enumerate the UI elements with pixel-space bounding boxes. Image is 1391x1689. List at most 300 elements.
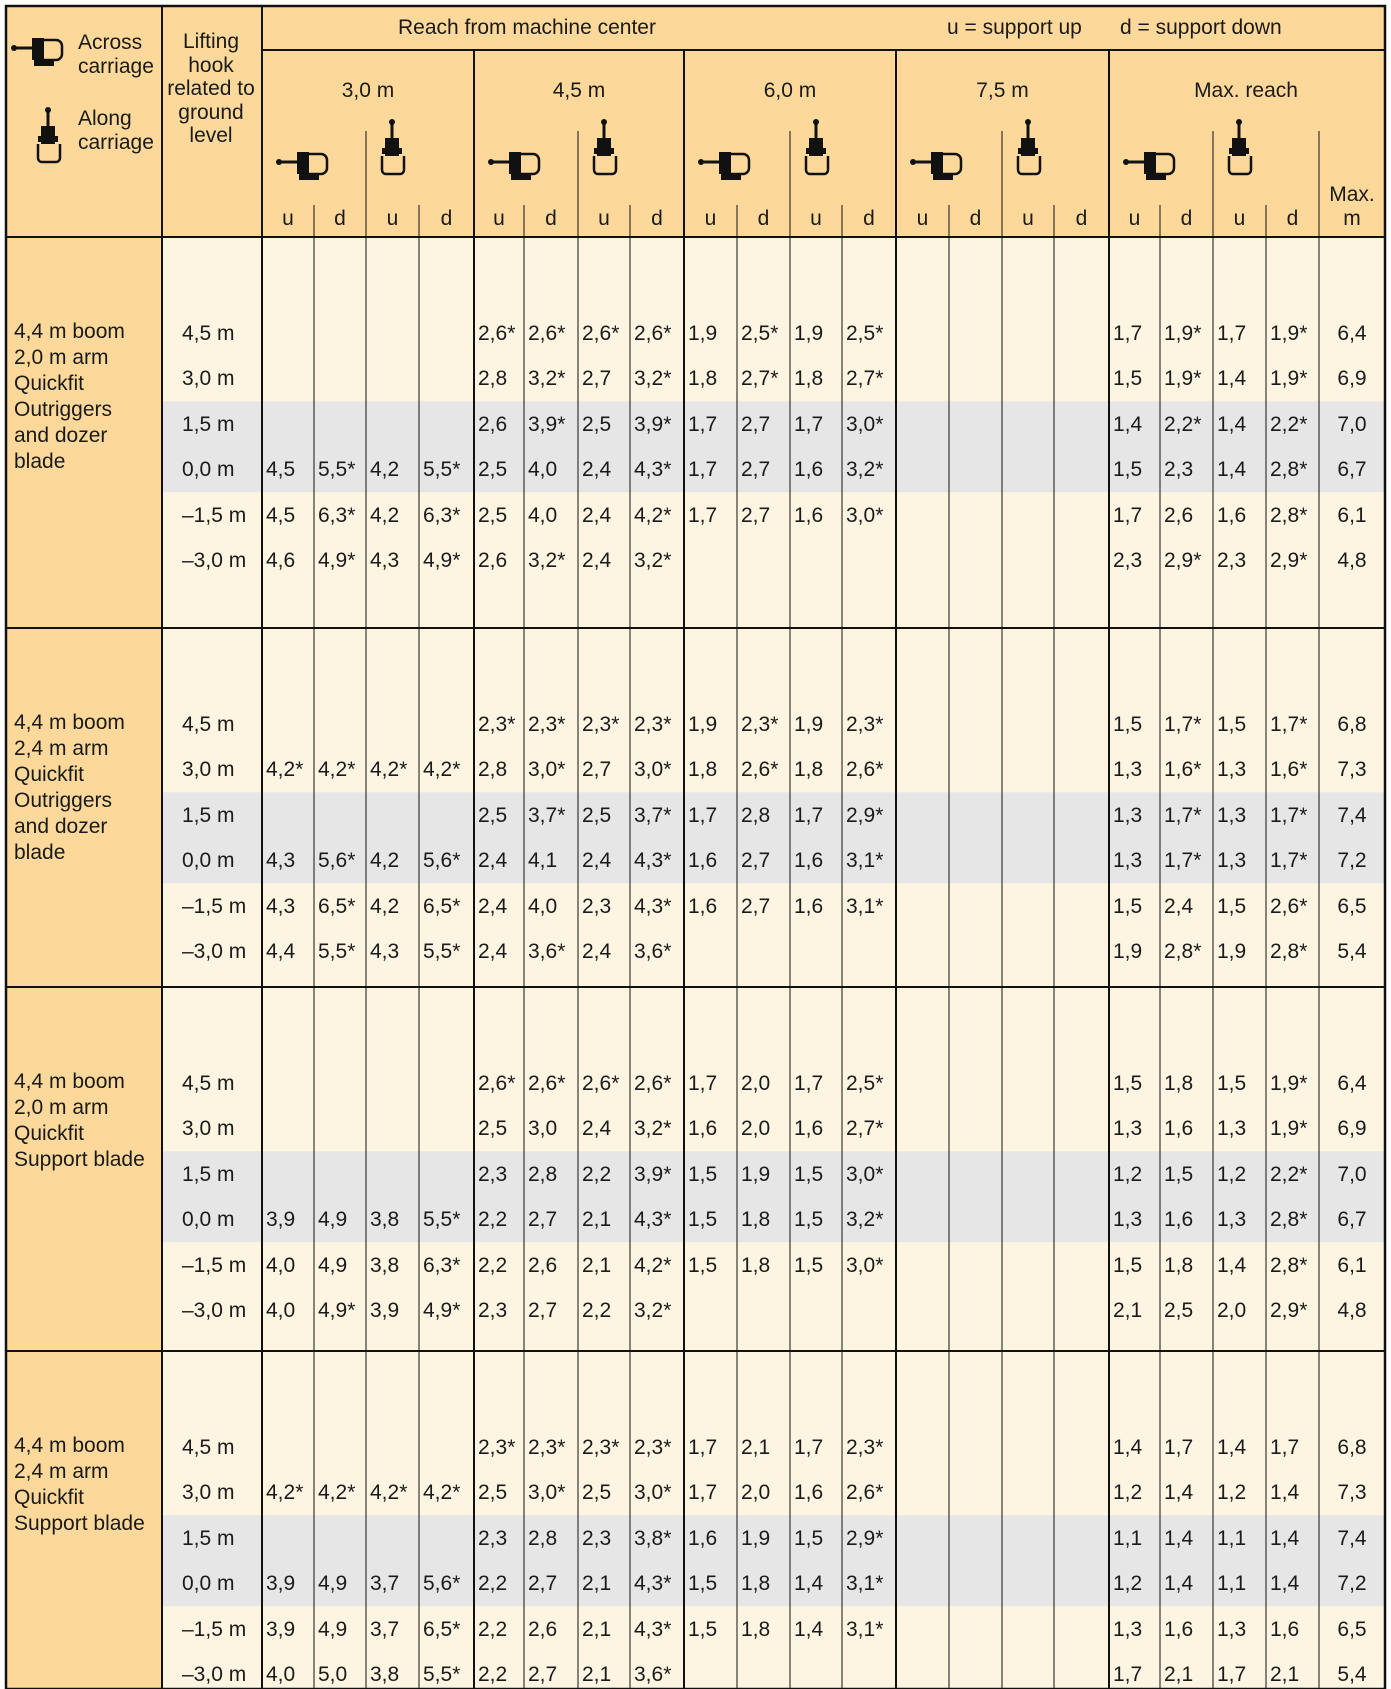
cell-2-3-7: 4,3* (634, 1208, 672, 1231)
cell-3-1-16: 1,2 (1113, 1481, 1143, 1504)
cell-3-1-5: 3,0* (528, 1481, 566, 1504)
max-reach-2-4: 6,1 (1337, 1254, 1367, 1277)
cell-1-5-17: 2,8* (1164, 940, 1202, 963)
reach-label-1: 4,5 m (552, 79, 606, 102)
cell-2-4-19: 2,8* (1270, 1254, 1308, 1277)
cell-3-2-17: 1,4 (1164, 1527, 1194, 1550)
hook-height-2-3: 0,0 m (182, 1208, 235, 1231)
cell-1-4-6: 2,3 (582, 895, 612, 918)
cell-0-4-17: 2,6 (1164, 504, 1194, 527)
cell-0-0-16: 1,7 (1113, 322, 1143, 345)
cell-2-1-7: 3,2* (634, 1117, 672, 1140)
reach-label-2: 6,0 m (763, 79, 817, 102)
max-reach-3-0: 6,8 (1337, 1436, 1367, 1459)
cell-1-0-10: 1,9 (794, 713, 824, 736)
cell-2-4-9: 1,8 (741, 1254, 771, 1277)
cell-3-1-0: 4,2* (266, 1481, 304, 1504)
cell-0-1-18: 1,4 (1217, 367, 1247, 390)
cell-1-5-19: 2,8* (1270, 940, 1308, 963)
cell-3-2-10: 1,5 (794, 1527, 824, 1550)
cell-1-1-19: 1,6* (1270, 758, 1308, 781)
cell-3-3-7: 4,3* (634, 1572, 672, 1595)
cell-2-3-8: 1,5 (688, 1208, 718, 1231)
cell-3-2-18: 1,1 (1217, 1527, 1247, 1550)
cell-3-3-4: 2,2 (478, 1572, 508, 1595)
max-reach-2-5: 4,8 (1337, 1299, 1367, 1322)
cell-2-1-10: 1,6 (794, 1117, 824, 1140)
cell-0-5-2: 4,3 (370, 549, 400, 572)
col-letter-6: u (598, 207, 610, 230)
cell-3-3-5: 2,7 (528, 1572, 558, 1595)
cell-0-0-7: 2,6* (634, 322, 672, 345)
col-letter-18: u (1233, 207, 1246, 230)
cell-1-2-19: 1,7* (1270, 804, 1308, 827)
cell-3-0-18: 1,4 (1217, 1436, 1247, 1459)
cell-3-1-6: 2,5 (582, 1481, 612, 1504)
max-reach-0-0: 6,4 (1337, 322, 1367, 345)
cell-3-0-9: 2,1 (741, 1436, 771, 1459)
cell-1-3-5: 4,1 (528, 849, 558, 872)
cell-1-4-16: 1,5 (1113, 895, 1143, 918)
reach-label-0: 3,0 m (341, 79, 395, 102)
cell-3-2-4: 2,3 (478, 1527, 508, 1550)
cell-1-2-6: 2,5 (582, 804, 612, 827)
cell-0-1-16: 1,5 (1113, 367, 1143, 390)
cell-1-0-19: 1,7* (1270, 713, 1308, 736)
cell-2-4-16: 1,5 (1113, 1254, 1143, 1277)
support-up-label: u = support up (947, 16, 1082, 39)
cell-0-0-17: 1,9* (1164, 322, 1202, 345)
cell-0-5-5: 3,2* (528, 549, 566, 572)
cell-0-4-7: 4,2* (634, 504, 672, 527)
cell-1-4-11: 3,1* (846, 895, 884, 918)
cell-0-1-10: 1,8 (794, 367, 824, 390)
cell-0-5-17: 2,9* (1164, 549, 1202, 572)
cell-0-4-8: 1,7 (688, 504, 718, 527)
cell-0-3-3: 5,5* (423, 458, 461, 481)
col-letter-8: u (704, 207, 717, 230)
cell-0-1-11: 2,7* (846, 367, 884, 390)
cell-0-3-6: 2,4 (582, 458, 612, 481)
cell-2-3-10: 1,5 (794, 1208, 824, 1231)
cell-3-1-2: 4,2* (370, 1481, 408, 1504)
hook-height-3-0: 4,5 m (182, 1436, 235, 1459)
cell-1-0-17: 1,7* (1164, 713, 1202, 736)
cell-0-0-4: 2,6* (478, 322, 516, 345)
cell-2-0-11: 2,5* (846, 1072, 884, 1095)
cell-1-1-17: 1,6* (1164, 758, 1202, 781)
cell-3-3-2: 3,7 (370, 1572, 400, 1595)
cell-3-1-19: 1,4 (1270, 1481, 1300, 1504)
cell-3-0-19: 1,7 (1270, 1436, 1300, 1459)
max-reach-3-1: 7,3 (1337, 1481, 1367, 1504)
cell-1-0-18: 1,5 (1217, 713, 1247, 736)
cell-2-2-19: 2,2* (1270, 1163, 1308, 1186)
max-reach-1-4: 6,5 (1337, 895, 1367, 918)
cell-0-4-6: 2,4 (582, 504, 612, 527)
hook-height-1-4: –1,5 m (182, 895, 247, 918)
cell-1-2-16: 1,3 (1113, 804, 1143, 827)
hook-height-3-2: 1,5 m (182, 1527, 235, 1550)
cell-1-0-7: 2,3* (634, 713, 672, 736)
lifting-hook-label-1: hook (188, 53, 234, 77)
col-letter-12: u (916, 207, 929, 230)
cell-0-1-6: 2,7 (582, 367, 612, 390)
cell-2-0-9: 2,0 (741, 1072, 771, 1095)
col-letter-4: u (493, 207, 505, 230)
cell-2-2-6: 2,2 (582, 1163, 612, 1186)
cell-2-5-5: 2,7 (528, 1299, 558, 1322)
cell-2-5-1: 4,9* (318, 1299, 356, 1322)
cell-0-2-17: 2,2* (1164, 413, 1202, 436)
cell-0-2-18: 1,4 (1217, 413, 1247, 436)
hook-height-0-2: 1,5 m (182, 413, 235, 436)
cell-1-1-6: 2,7 (582, 758, 612, 781)
cell-3-4-19: 1,6 (1270, 1618, 1300, 1641)
cell-1-3-19: 1,7* (1270, 849, 1308, 872)
hook-height-2-0: 4,5 m (182, 1072, 235, 1095)
cell-2-1-8: 1,6 (688, 1117, 718, 1140)
config-label-1: 4,4 m boom 2,4 m arm Quickfit Outriggers and dozer blade (14, 711, 125, 864)
config-label-3: 4,4 m boom 2,4 m arm Quickfit Support blade (14, 1434, 145, 1535)
cell-1-5-2: 4,3 (370, 940, 400, 963)
cell-1-3-1: 5,6* (318, 849, 356, 872)
cell-0-5-19: 2,9* (1270, 549, 1308, 572)
cell-1-1-8: 1,8 (688, 758, 718, 781)
cell-3-4-17: 1,6 (1164, 1618, 1194, 1641)
cell-3-0-17: 1,7 (1164, 1436, 1194, 1459)
cell-0-3-5: 4,0 (528, 458, 558, 481)
cell-1-1-4: 2,8 (478, 758, 508, 781)
cell-1-1-11: 2,6* (846, 758, 884, 781)
cell-1-4-17: 2,4 (1164, 895, 1194, 918)
reach-label-3: 7,5 m (976, 79, 1029, 102)
max-reach-0-2: 7,0 (1337, 413, 1367, 436)
cell-1-3-4: 2,4 (478, 849, 508, 872)
cell-2-3-11: 3,2* (846, 1208, 884, 1231)
hook-height-0-1: 3,0 m (182, 367, 235, 390)
cell-0-4-0: 4,5 (266, 504, 296, 527)
cell-3-5-1: 5,0 (318, 1663, 348, 1686)
cell-1-0-16: 1,5 (1113, 713, 1143, 736)
hook-height-2-4: –1,5 m (182, 1254, 247, 1277)
hook-height-3-5: –3,0 m (182, 1663, 247, 1686)
cell-3-3-3: 5,6* (423, 1572, 461, 1595)
cell-3-1-18: 1,2 (1217, 1481, 1247, 1504)
cell-1-2-8: 1,7 (688, 804, 718, 827)
legend-along-label: Along (78, 107, 132, 130)
cell-2-0-19: 1,9* (1270, 1072, 1308, 1095)
cell-2-1-9: 2,0 (741, 1117, 771, 1140)
cell-2-4-10: 1,5 (794, 1254, 824, 1277)
max-reach-1-1: 7,3 (1337, 758, 1367, 781)
max-reach-0-3: 6,7 (1337, 458, 1367, 481)
cell-1-1-1: 4,2* (318, 758, 356, 781)
cell-0-0-6: 2,6* (582, 322, 620, 345)
cell-3-4-8: 1,5 (688, 1618, 718, 1641)
cell-1-3-2: 4,2 (370, 849, 400, 872)
cell-3-1-8: 1,7 (688, 1481, 718, 1504)
cell-2-2-8: 1,5 (688, 1163, 718, 1186)
cell-3-2-11: 2,9* (846, 1527, 884, 1550)
cell-3-3-1: 4,9 (318, 1572, 348, 1595)
cell-2-5-19: 2,9* (1270, 1299, 1308, 1322)
cell-0-0-18: 1,7 (1217, 322, 1247, 345)
max-reach-0-4: 6,1 (1337, 504, 1367, 527)
cell-2-5-3: 4,9* (423, 1299, 461, 1322)
cell-1-2-4: 2,5 (478, 804, 508, 827)
cell-2-3-5: 2,7 (528, 1208, 558, 1231)
col-letter-5: d (545, 207, 557, 230)
hook-height-3-4: –1,5 m (182, 1618, 247, 1641)
hook-height-3-1: 3,0 m (182, 1481, 235, 1504)
cell-3-0-7: 2,3* (634, 1436, 672, 1459)
cell-0-5-7: 3,2* (634, 549, 672, 572)
cell-3-4-10: 1,4 (794, 1618, 824, 1641)
cell-1-3-8: 1,6 (688, 849, 718, 872)
cell-0-0-8: 1,9 (688, 322, 718, 345)
cell-0-2-16: 1,4 (1113, 413, 1143, 436)
cell-3-1-1: 4,2* (318, 1481, 356, 1504)
cell-2-0-10: 1,7 (794, 1072, 824, 1095)
hook-height-1-1: 3,0 m (182, 758, 235, 781)
cell-1-2-7: 3,7* (634, 804, 672, 827)
max-reach-0-5: 4,8 (1337, 549, 1367, 572)
cell-2-1-6: 2,4 (582, 1117, 612, 1140)
cell-3-3-11: 3,1* (846, 1572, 884, 1595)
cell-3-1-4: 2,5 (478, 1481, 508, 1504)
cell-3-4-18: 1,3 (1217, 1618, 1247, 1641)
cell-1-5-6: 2,4 (582, 940, 612, 963)
col-letter-19: d (1286, 207, 1299, 230)
max-unit-label: m (1343, 207, 1361, 230)
reach-title: Reach from machine center (398, 16, 656, 39)
hook-height-0-4: –1,5 m (182, 504, 247, 527)
cell-3-5-17: 2,1 (1164, 1663, 1194, 1686)
cell-0-4-1: 6,3* (318, 504, 356, 527)
cell-1-1-0: 4,2* (266, 758, 304, 781)
cell-3-3-0: 3,9 (266, 1572, 296, 1595)
cell-1-1-5: 3,0* (528, 758, 566, 781)
cell-1-4-10: 1,6 (794, 895, 824, 918)
cell-1-0-11: 2,3* (846, 713, 884, 736)
cell-3-0-11: 2,3* (846, 1436, 884, 1459)
cell-1-3-6: 2,4 (582, 849, 612, 872)
cell-1-5-5: 3,6* (528, 940, 566, 963)
cell-3-3-9: 1,8 (741, 1572, 771, 1595)
cell-0-3-4: 2,5 (478, 458, 508, 481)
cell-2-4-6: 2,1 (582, 1254, 612, 1277)
cell-3-5-3: 5,5* (423, 1663, 461, 1686)
cell-1-4-2: 4,2 (370, 895, 400, 918)
cell-3-5-6: 2,1 (582, 1663, 612, 1686)
cell-0-4-10: 1,6 (794, 504, 824, 527)
cell-0-4-16: 1,7 (1113, 504, 1143, 527)
cell-3-1-3: 4,2* (423, 1481, 461, 1504)
cell-2-4-7: 4,2* (634, 1254, 672, 1277)
cell-3-5-7: 3,6* (634, 1663, 672, 1686)
cell-2-3-4: 2,2 (478, 1208, 508, 1231)
cell-0-5-1: 4,9* (318, 549, 356, 572)
cell-2-0-7: 2,6* (634, 1072, 672, 1095)
cell-2-1-18: 1,3 (1217, 1117, 1247, 1140)
cell-2-2-4: 2,3 (478, 1163, 508, 1186)
col-letter-11: d (863, 207, 875, 230)
cell-1-4-7: 4,3* (634, 895, 672, 918)
cell-0-2-8: 1,7 (688, 413, 718, 436)
col-letter-10: u (810, 207, 822, 230)
cell-3-2-6: 2,3 (582, 1527, 612, 1550)
cell-2-3-6: 2,1 (582, 1208, 612, 1231)
max-reach-3-5: 5,4 (1337, 1663, 1367, 1686)
hook-height-1-5: –3,0 m (182, 940, 247, 963)
cell-0-1-19: 1,9* (1270, 367, 1308, 390)
cell-2-5-17: 2,5 (1164, 1299, 1194, 1322)
cell-2-0-5: 2,6* (528, 1072, 566, 1095)
legend-along-label-2: carriage (78, 131, 154, 154)
cell-0-4-2: 4,2 (370, 504, 400, 527)
cell-3-2-5: 2,8 (528, 1527, 558, 1550)
cell-0-4-4: 2,5 (478, 504, 508, 527)
cell-3-0-10: 1,7 (794, 1436, 824, 1459)
cell-0-5-18: 2,3 (1217, 549, 1247, 572)
cell-1-1-16: 1,3 (1113, 758, 1143, 781)
cell-3-0-5: 2,3* (528, 1436, 566, 1459)
col-letter-13: d (969, 207, 982, 230)
cell-0-1-7: 3,2* (634, 367, 672, 390)
cell-1-2-10: 1,7 (794, 804, 824, 827)
cell-0-4-9: 2,7 (741, 504, 771, 527)
cell-2-1-16: 1,3 (1113, 1117, 1143, 1140)
cell-0-3-10: 1,6 (794, 458, 824, 481)
cell-0-3-17: 2,3 (1164, 458, 1194, 481)
hook-height-0-3: 0,0 m (182, 458, 235, 481)
legend-across-label: Across (78, 31, 143, 54)
cell-0-1-5: 3,2* (528, 367, 566, 390)
cell-3-3-17: 1,4 (1164, 1572, 1194, 1595)
cell-0-2-19: 2,2* (1270, 413, 1308, 436)
cell-3-5-19: 2,1 (1270, 1663, 1300, 1686)
hook-height-2-2: 1,5 m (182, 1163, 235, 1186)
config-label-2: 4,4 m boom 2,0 m arm Quickfit Support blade (14, 1070, 145, 1171)
cell-3-0-6: 2,3* (582, 1436, 620, 1459)
cell-1-0-4: 2,3* (478, 713, 516, 736)
cell-1-1-9: 2,6* (741, 758, 779, 781)
cell-3-1-7: 3,0* (634, 1481, 672, 1504)
cell-3-4-4: 2,2 (478, 1618, 508, 1641)
cell-2-3-9: 1,8 (741, 1208, 771, 1231)
cell-2-2-11: 3,0* (846, 1163, 884, 1186)
col-letter-1: d (334, 207, 346, 230)
cell-1-2-9: 2,8 (741, 804, 771, 827)
col-letter-2: u (386, 207, 399, 230)
cell-3-2-16: 1,1 (1113, 1527, 1143, 1550)
hook-height-2-5: –3,0 m (182, 1299, 247, 1322)
cell-0-1-8: 1,8 (688, 367, 718, 390)
cell-2-4-4: 2,2 (478, 1254, 508, 1277)
legend-across-label-2: carriage (78, 55, 154, 78)
cell-2-3-16: 1,3 (1113, 1208, 1143, 1231)
hook-height-1-2: 1,5 m (182, 804, 235, 827)
col-letter-16: u (1128, 207, 1141, 230)
cell-1-3-7: 4,3* (634, 849, 672, 872)
cell-1-3-9: 2,7 (741, 849, 771, 872)
cell-3-4-0: 3,9 (266, 1618, 296, 1641)
cell-3-4-5: 2,6 (528, 1618, 558, 1641)
cell-3-2-9: 1,9 (741, 1527, 771, 1550)
cell-2-4-5: 2,6 (528, 1254, 558, 1277)
cell-0-3-1: 5,5* (318, 458, 356, 481)
cell-0-1-17: 1,9* (1164, 367, 1202, 390)
cell-1-2-11: 2,9* (846, 804, 884, 827)
cell-0-0-19: 1,9* (1270, 322, 1308, 345)
cell-3-3-6: 2,1 (582, 1572, 612, 1595)
cell-2-4-17: 1,8 (1164, 1254, 1194, 1277)
cell-0-3-9: 2,7 (741, 458, 771, 481)
cell-0-3-16: 1,5 (1113, 458, 1143, 481)
cell-1-4-18: 1,5 (1217, 895, 1247, 918)
cell-0-3-11: 3,2* (846, 458, 884, 481)
support-down-label: d = support down (1120, 16, 1282, 39)
cell-3-0-16: 1,4 (1113, 1436, 1143, 1459)
cell-0-5-0: 4,6 (266, 549, 296, 572)
lifting-hook-label-4: level (189, 124, 233, 147)
cell-2-0-17: 1,8 (1164, 1072, 1194, 1095)
cell-0-2-5: 3,9* (528, 413, 566, 436)
col-letter-17: d (1180, 207, 1193, 230)
cell-3-5-5: 2,7 (528, 1663, 558, 1686)
cell-2-0-8: 1,7 (688, 1072, 718, 1095)
cell-1-5-7: 3,6* (634, 940, 672, 963)
cell-1-3-0: 4,3 (266, 849, 296, 872)
hook-height-2-1: 3,0 m (182, 1117, 235, 1140)
max-reach-2-3: 6,7 (1337, 1208, 1367, 1231)
col-letter-0: u (282, 207, 294, 230)
col-letter-15: d (1075, 207, 1088, 230)
cell-1-4-3: 6,5* (423, 895, 461, 918)
cell-0-5-4: 2,6 (478, 549, 508, 572)
cell-3-5-18: 1,7 (1217, 1663, 1247, 1686)
hook-height-3-3: 0,0 m (182, 1572, 235, 1595)
cell-0-3-19: 2,8* (1270, 458, 1308, 481)
cell-2-4-8: 1,5 (688, 1254, 718, 1277)
reach-label-4: Max. reach (1194, 79, 1298, 102)
cell-1-4-9: 2,7 (741, 895, 771, 918)
cell-3-4-3: 6,5* (423, 1618, 461, 1641)
max-reach-1-0: 6,8 (1337, 713, 1367, 736)
cell-0-4-18: 1,6 (1217, 504, 1247, 527)
max-reach-0-1: 6,9 (1337, 367, 1367, 390)
max-reach-2-0: 6,4 (1337, 1072, 1367, 1095)
cell-1-5-16: 1,9 (1113, 940, 1143, 963)
cell-1-4-8: 1,6 (688, 895, 718, 918)
cell-2-5-4: 2,3 (478, 1299, 508, 1322)
cell-0-4-5: 4,0 (528, 504, 558, 527)
cell-2-0-16: 1,5 (1113, 1072, 1143, 1095)
cell-2-5-18: 2,0 (1217, 1299, 1247, 1322)
cell-3-1-11: 2,6* (846, 1481, 884, 1504)
cell-3-1-17: 1,4 (1164, 1481, 1194, 1504)
cell-2-1-19: 1,9* (1270, 1117, 1308, 1140)
cell-1-3-10: 1,6 (794, 849, 824, 872)
cell-1-4-4: 2,4 (478, 895, 508, 918)
cell-0-1-4: 2,8 (478, 367, 508, 390)
cell-3-4-2: 3,7 (370, 1618, 400, 1641)
cell-3-2-7: 3,8* (634, 1527, 672, 1550)
cell-0-3-18: 1,4 (1217, 458, 1247, 481)
cell-0-2-6: 2,5 (582, 413, 612, 436)
cell-2-2-16: 1,2 (1113, 1163, 1143, 1186)
